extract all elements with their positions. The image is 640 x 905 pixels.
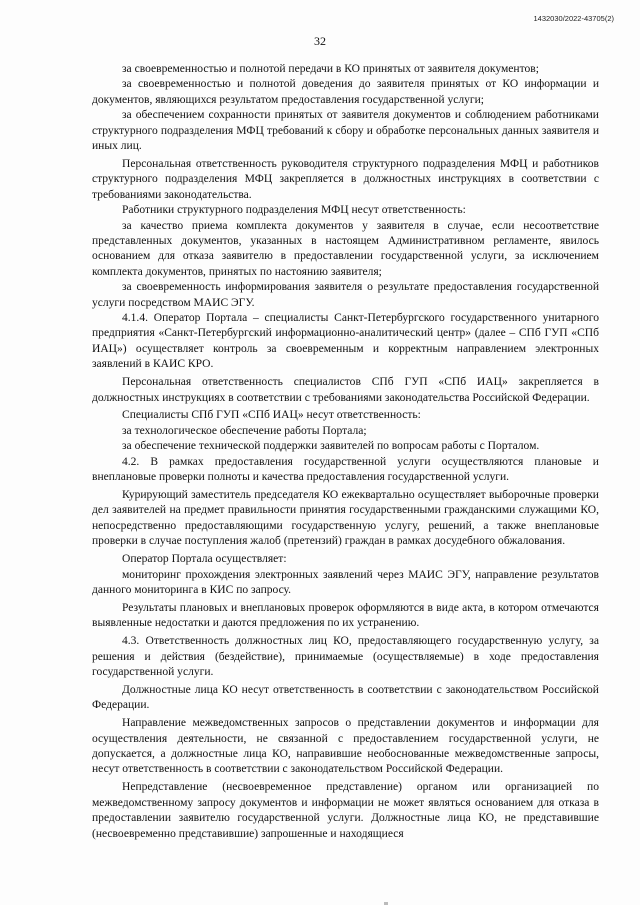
paragraph: за обеспечением сохранности принятых от заявителя документов и соблюдением работниками структурного подразделения МФЦ требований к сбору и обработке персональных данных заявителя и иных лиц. xyxy=(92,109,599,153)
paragraph: 4.1.4. Оператор Портала – специалисты Санкт-Петербургского государственного унитарного предприятия «Санкт-Петербургский информационно-аналитический центр» (далее – СПб ГУП «СПб ИАЦ») осуществляет контроль за своевременным и корректным направлением электронных заявлений в КАИС КРО. xyxy=(92,312,599,371)
document-number: 1432030/2022-43705(2) xyxy=(533,14,614,23)
paragraph: за обеспечение технической поддержки заявителей по вопросам работы с Порталом. xyxy=(122,440,540,453)
paragraph: Персональная ответственность руководителя структурного подразделения МФЦ и работников структурного подразделения МФЦ закрепляется в должностных инструкциях в соответствии с требованиями законодательства. xyxy=(92,157,599,201)
paragraph: Специалисты СПб ГУП «СПб ИАЦ» несут ответственность: xyxy=(122,409,421,422)
page-number: 32 xyxy=(314,34,326,48)
paragraph: 4.2. В рамках предоставления государственной услуги осуществляются плановые и внеплановые проверки полноты и качества предоставления государственной услуги. xyxy=(92,455,599,484)
paragraph: Оператор Портала осуществляет: xyxy=(122,553,287,566)
paragraph: Персональная ответственность специалистов СПб ГУП «СПб ИАЦ» закрепляется в должностных инструкциях в соответствии с требованиями законодательства Российской Федерации. xyxy=(92,376,599,404)
paragraph: Должностные лица КО несут ответственность в соответствии с законодательством Российской Федерации. xyxy=(92,683,599,712)
paragraph: Работники структурного подразделения МФЦ несут ответственность: xyxy=(122,204,466,217)
paragraph: Результаты плановых и внеплановых проверок оформляются в виде акта, в котором отмечаются выявленные недостатки и даются предложения по их устранению. xyxy=(92,601,599,630)
paragraph: мониторинг прохождения электронных заявлений через МАИС ЭГУ, направление результатов данного мониторинга в КИС по запросу. xyxy=(92,568,599,596)
paragraph: Направление межведомственных запросов о представлении документов и информации для осуществления деятельности, не связанной с предоставлением государственной услуги, не допускается, а должностные лица КО, направившие необоснованные межведомственные запросы, несут ответственность в соответствии с законодательством Российской Федерации. xyxy=(92,717,599,776)
paragraph: за своевременностью и полнотой доведения до заявителя принятых от КО информации и документов, являющихся результатом предоставления государственной услуги; xyxy=(92,78,599,106)
paragraph: за своевременность информирования заявителя о результате предоставления государственной услуги посредством МАИС ЭГУ. xyxy=(92,281,599,309)
document-body xyxy=(92,62,599,842)
paragraph: за технологическое обеспечение работы Портала; xyxy=(122,424,367,437)
paragraph: 4.3. Ответственность должностных лиц КО, предоставляющего государственную услугу, за решения и действия (бездействие), принимаемые (осуществляемые) в ходе предоставления государственной услуги. xyxy=(92,635,599,678)
paragraph: за своевременностью и полнотой передачи в КО принятых от заявителя документов; xyxy=(122,63,539,75)
paragraph: Курирующий заместитель председателя КО ежеквартально осуществляет выборочные проверки дел заявителей на предмет правильности принятия государственными гражданскими служащими КО, непосредственно предоставляющими государственную услугу, решений, а также внеплановые проверки в случае поступления жалоб (претензий) граждан в рамках досудебного обжалования. xyxy=(92,488,599,548)
paragraph: Непредставление (несвоевременное представление) органом или организацией по межведомственному запросу документов и информации не может являться основанием для отказа в предоставлении заявителю государственной услуги. Должностные лица КО, не представившие (несвоевременно представившие) запрошенные и находящиеся xyxy=(92,781,599,840)
paragraph: за качество приема комплекта документов у заявителя в случае, если несоответствие представленных документов, указанных в настоящем Административном регламенте, явилось основанием для отказа заявителю в предоставлении государственной услуги, за исключением комплекта документов, принятых по настоянию заявителя; xyxy=(92,219,599,278)
